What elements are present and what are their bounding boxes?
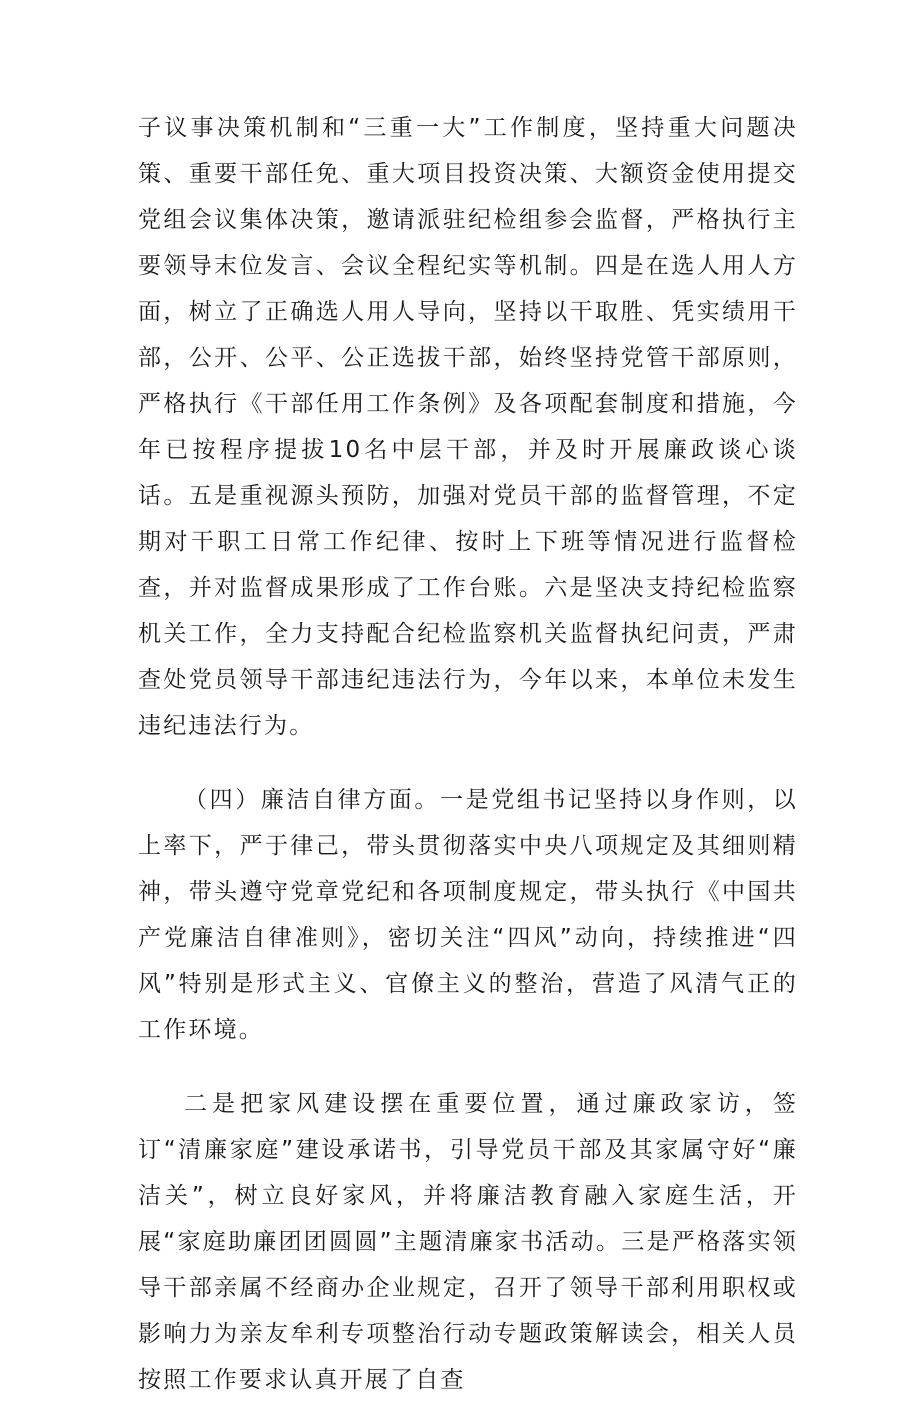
document-body (138, 105, 798, 1403)
paragraph-decision-mechanism: 子议事决策机制和“三重一大”工作制度，坚持重大问题决策、重要干部任免、重大项目投资决策、大额资金使用提交党组会议集体决策，邀请派驻纪检组参会监督，严格执行主要领导末位发言、会议全程纪实等机制。四是在选人用人方面，树立了正确选人用人导向，坚持以干取胜、凭实绩用干部，公开、公平、公正选拔干部，始终坚持党管干部原则，严格执行《干部任用工作条例》及各项配套制度和措施，今年已按程序提拔10名中层干部，并及时开展廉政谈心谈话。五是重视源头预防，加强对党员干部的监督管理，不定期对干职工日常工作纪律、按时上下班等情况进行监督检查，并对监督成果形成了工作台账。六是坚决支持纪检监察机关工作，全力支持配合纪检监察机关监督执纪问责，严肃查处党员领导干部违纪违法行为，今年以来，本单位未发生违纪违法行为。 (138, 115, 798, 739)
paragraph-family-style: 二是把家风建设摆在重要位置，通过廉政家访，签订“清廉家庭”建设承诺书，引导党员干部及其家属守好“廉洁关”，树立良好家风，并将廉洁教育融入家庭生活，开展“家庭助廉团团圆圆”主题清廉家书活动。三是严格落实领导干部亲属不经商办企业规定，召开了领导干部利用职权或影响力为亲友牟利专项整治行动专题政策解读会，相关人员按照工作要求认真开展了自查 (138, 1091, 798, 1393)
paragraph-gap (138, 1053, 798, 1081)
paragraph-integrity-self-discipline: （四）廉洁自律方面。一是党组书记坚持以身作则，以上率下，严于律己，带头贯彻落实中央八项规定及其细则精神，带头遵守党章党纪和各项制度规定，带头执行《中国共产党廉洁自律准则》，密切关注“四风”动向，持续推进“四风”特别是形式主义、官僚主义的整治，营造了风清气正的工作环境。 (138, 787, 798, 1043)
paragraph-gap (138, 749, 798, 777)
